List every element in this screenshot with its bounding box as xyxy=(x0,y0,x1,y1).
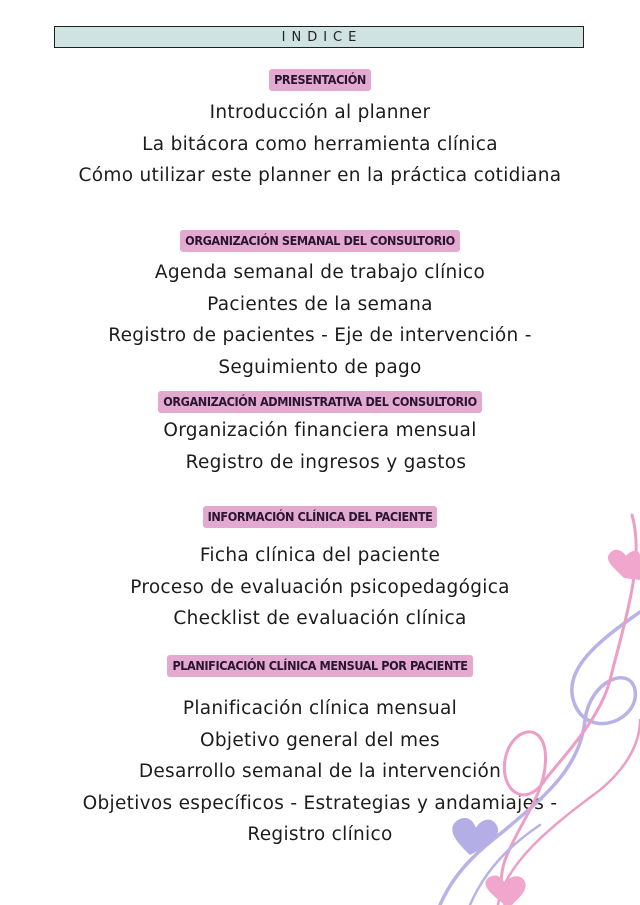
toc-item[interactable]: Registro de ingresos y gastos xyxy=(185,451,467,473)
toc-item[interactable]: Registro de pacientes - Eje de intervención - xyxy=(108,325,532,346)
heart-icon xyxy=(452,818,498,855)
toc-item[interactable]: Ficha clínica del paciente xyxy=(199,545,441,566)
toc-item[interactable]: La bitácora como herramienta clínica xyxy=(142,133,498,155)
section-badge: PLANIFICACIÓN CLÍNICA MENSUAL POR PACIENTE xyxy=(167,655,472,677)
decorative-hearts-illustration xyxy=(420,505,640,905)
section-presentacion xyxy=(0,69,640,192)
toc-item[interactable]: Planificación clínica mensual xyxy=(182,698,458,719)
toc-item[interactable]: Objetivos específicos - Estrategias y andamiajes - xyxy=(82,792,558,814)
toc-item[interactable]: Introducción al planner xyxy=(209,102,431,123)
toc-item[interactable]: Agenda semanal de trabajo clínico xyxy=(154,262,486,283)
index-title: INDICE xyxy=(281,29,363,45)
pink-swirl-line xyxy=(501,515,636,905)
section-badge: INFORMACIÓN CLÍNICA DEL PACIENTE xyxy=(203,506,438,528)
section-badge: ORGANIZACIÓN SEMANAL DEL CONSULTORIO xyxy=(180,230,460,252)
toc-item[interactable]: Checklist de evaluación clínica xyxy=(173,608,467,629)
section-badge: ORGANIZACIÓN ADMINISTRATIVA DEL CONSULTORIO xyxy=(158,391,482,413)
index-header-box xyxy=(54,26,584,48)
lavender-swirl-line xyxy=(440,612,640,905)
toc-item[interactable]: Registro clínico xyxy=(247,824,393,845)
toc-item[interactable]: Cómo utilizar este planner en la práctica cotidiana xyxy=(78,165,562,186)
toc-item[interactable]: Desarrollo semanal de la intervención xyxy=(138,761,502,782)
section-organizacion-semanal xyxy=(0,230,640,383)
section-organizacion-administrativa xyxy=(0,391,640,478)
toc-item[interactable]: Organización financiera mensual xyxy=(163,420,477,441)
toc-item[interactable]: Seguimiento de pago xyxy=(218,356,422,378)
section-badge: PRESENTACIÓN xyxy=(269,69,371,91)
heart-icon xyxy=(608,550,640,580)
toc-item[interactable]: Proceso de evaluación psicopedagógica xyxy=(130,576,510,598)
toc-item[interactable]: Objetivo general del mes xyxy=(200,729,440,751)
toc-item[interactable]: Pacientes de la semana xyxy=(207,293,433,315)
